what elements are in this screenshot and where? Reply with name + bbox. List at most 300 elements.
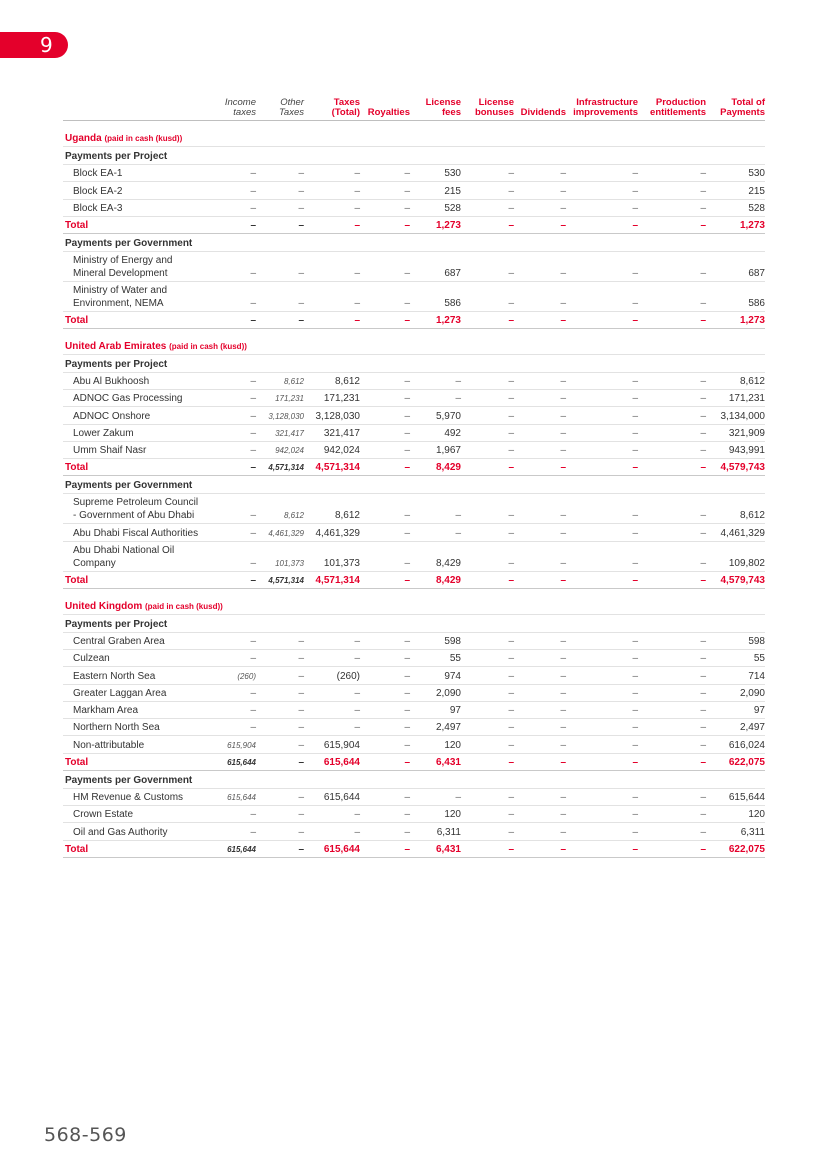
table-row [63,494,765,524]
value-cell: – [461,736,514,753]
value-cell: – [304,701,360,718]
value-cell: – [514,840,566,857]
value-cell: – [360,736,410,753]
value-cell: – [638,632,706,649]
column-header-line2: bonuses [474,107,514,118]
value-cell: 4,571,314 [304,571,360,588]
value-cell: – [514,390,566,407]
value-cell: – [360,407,410,424]
value-cell: – [360,442,410,459]
value-cell: – [360,165,410,182]
value-cell: 4,579,743 [706,459,765,476]
value-cell: – [566,701,638,718]
value-cell: – [256,632,304,649]
value-cell: – [304,281,360,311]
value-cell: – [304,216,360,233]
value-cell: 8,612 [304,494,360,524]
value-cell: – [514,571,566,588]
total-label: Total [63,216,210,233]
value-cell: 1,273 [410,216,461,233]
row-label-line: Northern North Sea [73,722,160,734]
column-header [706,97,765,121]
value-cell: – [566,199,638,216]
value-cell: – [638,390,706,407]
country-name: United Arab Emirates [65,340,167,352]
value-cell: – [360,788,410,805]
column-header-line2: Dividends [520,107,566,118]
value-cell: – [514,407,566,424]
row-label-line: HM Revenue & Customs [73,792,184,804]
row-label-line: Supreme Petroleum Council [73,497,199,509]
value-cell: – [461,823,514,840]
value-cell: – [638,719,706,736]
value-cell: – [360,632,410,649]
value-cell: – [566,182,638,199]
value-cell: – [461,165,514,182]
row-label [63,632,210,649]
value-cell: – [566,840,638,857]
group-heading-row [63,147,765,165]
value-cell: – [514,701,566,718]
value-cell: – [514,684,566,701]
value-cell: – [566,442,638,459]
row-label [63,524,210,541]
value-cell: – [210,719,256,736]
value-cell: – [514,251,566,281]
value-cell: – [256,840,304,857]
value-cell: – [638,823,706,840]
group-heading: Payments per Government [63,770,765,788]
value-cell: 101,373 [256,541,304,571]
value-cell: 109,802 [706,541,765,571]
row-label-line: Culzean [73,653,110,665]
value-cell: 615,644 [304,788,360,805]
value-cell: – [461,407,514,424]
row-label-line: Ministry of Water and [73,284,168,296]
group-heading: Payments per Project [63,147,765,165]
value-cell: – [304,823,360,840]
value-cell: 8,612 [256,372,304,389]
value-cell: – [514,541,566,571]
value-cell: 1,273 [410,311,461,328]
value-cell: 6,431 [410,840,461,857]
column-header [256,97,304,121]
value-cell: – [514,649,566,666]
row-label [63,199,210,216]
table-row [63,281,765,311]
value-cell: 714 [706,667,765,684]
row-label-line: - Government of Abu Dhabi [73,510,195,522]
row-label-line: Crown Estate [73,809,134,821]
column-header [360,97,410,121]
value-cell: – [514,281,566,311]
group-heading-row [63,770,765,788]
table-row [63,251,765,281]
value-cell: 615,644 [210,788,256,805]
value-cell: 8,429 [410,459,461,476]
value-cell: – [304,649,360,666]
table-body [63,121,765,858]
value-cell: – [360,823,410,840]
total-row [63,311,765,328]
value-cell: (260) [210,667,256,684]
value-cell: – [210,182,256,199]
value-cell: – [461,199,514,216]
row-label-line: Lower Zakum [73,428,134,440]
value-cell: 615,904 [304,736,360,753]
value-cell: 55 [706,649,765,666]
value-cell: 8,429 [410,571,461,588]
value-cell: – [360,719,410,736]
value-cell: – [410,372,461,389]
value-cell: – [360,199,410,216]
value-cell: – [566,311,638,328]
value-cell: – [210,281,256,311]
table-row [63,719,765,736]
value-cell: – [210,459,256,476]
value-cell: 6,311 [706,823,765,840]
value-cell: – [566,632,638,649]
value-cell: – [410,524,461,541]
row-label [63,684,210,701]
value-cell: 622,075 [706,840,765,857]
value-cell: – [566,372,638,389]
row-label [63,494,210,524]
value-cell: – [256,736,304,753]
value-cell: 4,571,314 [256,571,304,588]
value-cell: – [304,684,360,701]
value-cell: – [638,649,706,666]
value-cell: – [514,424,566,441]
column-header-line2: entitlements [650,107,706,118]
value-cell: – [566,541,638,571]
value-cell: – [256,216,304,233]
column-header-line1: Production [655,97,706,108]
value-cell: – [566,459,638,476]
value-cell: – [638,667,706,684]
row-label [63,541,210,571]
value-cell: – [638,736,706,753]
value-cell: – [514,823,566,840]
value-cell: – [360,494,410,524]
row-label-line: Environment, NEMA [73,297,164,309]
column-header-line1: Other [280,97,304,108]
value-cell: – [210,571,256,588]
value-cell: – [210,524,256,541]
value-cell: – [566,424,638,441]
country-heading [63,588,765,614]
value-cell: – [256,199,304,216]
value-cell: 2,497 [706,719,765,736]
value-cell: – [304,311,360,328]
value-cell: – [638,182,706,199]
value-cell: 171,231 [706,390,765,407]
value-cell: – [566,719,638,736]
value-cell: – [514,165,566,182]
value-cell: – [210,372,256,389]
value-cell: – [638,424,706,441]
value-cell: 615,644 [706,788,765,805]
value-cell: 622,075 [706,753,765,770]
row-label-line: Non-attributable [73,739,145,751]
value-cell: – [461,840,514,857]
value-cell: – [638,459,706,476]
row-label [63,701,210,718]
value-cell: – [256,667,304,684]
group-heading: Payments per Project [63,354,765,372]
country-name: United Kingdom [65,600,143,612]
value-cell: 171,231 [256,390,304,407]
value-cell: – [514,199,566,216]
table-row [63,407,765,424]
row-label [63,442,210,459]
value-cell: 942,024 [256,442,304,459]
value-cell: – [638,199,706,216]
value-cell: 615,644 [210,840,256,857]
value-cell: 8,612 [256,494,304,524]
column-header-line2: fees [441,107,461,118]
value-cell: – [210,701,256,718]
value-cell: – [514,632,566,649]
column-header [514,97,566,121]
value-cell: – [360,649,410,666]
value-cell: – [360,251,410,281]
value-cell: – [461,459,514,476]
row-label-line: Markham Area [73,705,139,717]
value-cell: – [514,736,566,753]
value-cell: – [360,459,410,476]
table-row [63,701,765,718]
value-cell: – [566,165,638,182]
value-cell: 942,024 [304,442,360,459]
total-label: Total [63,753,210,770]
value-cell: – [304,806,360,823]
row-label [63,424,210,441]
value-cell: – [566,571,638,588]
table-row [63,442,765,459]
value-cell: 8,429 [410,541,461,571]
value-cell: – [304,199,360,216]
total-row [63,459,765,476]
value-cell: – [360,753,410,770]
value-cell: – [360,571,410,588]
table-header [63,97,765,121]
value-cell: – [566,494,638,524]
value-cell: – [566,251,638,281]
column-header-line2: (Total) [331,107,360,118]
value-cell: – [566,524,638,541]
row-label-line: ADNOC Gas Processing [73,393,183,405]
value-cell: – [360,216,410,233]
row-label [63,649,210,666]
chapter-number: 9 [40,33,53,57]
value-cell: – [210,649,256,666]
row-label [63,823,210,840]
table-row [63,165,765,182]
value-cell: – [360,684,410,701]
value-cell: 530 [706,165,765,182]
table-row [63,424,765,441]
value-cell: 598 [410,632,461,649]
value-cell: 97 [410,701,461,718]
value-cell: – [256,182,304,199]
table-row [63,823,765,840]
column-header-line1: License [425,97,461,108]
value-cell: – [461,753,514,770]
row-label [63,719,210,736]
total-label: Total [63,571,210,588]
value-cell: – [360,390,410,407]
value-cell: – [638,524,706,541]
total-row [63,571,765,588]
value-cell: 8,612 [706,372,765,389]
value-cell: – [461,311,514,328]
value-cell: – [638,281,706,311]
value-cell: 4,571,314 [256,459,304,476]
row-label-line: Abu Al Bukhoosh [73,376,150,388]
table-row [63,199,765,216]
value-cell: 687 [706,251,765,281]
value-cell: – [461,649,514,666]
value-cell: – [461,701,514,718]
row-label-line: Mineral Development [73,267,168,279]
value-cell: 120 [706,806,765,823]
value-cell: – [256,753,304,770]
value-cell: – [638,494,706,524]
value-cell: – [461,524,514,541]
value-cell: – [514,667,566,684]
value-cell: – [210,442,256,459]
value-cell: 321,417 [304,424,360,441]
value-cell: – [256,649,304,666]
table-row [63,372,765,389]
country-note: (paid in cash (kusd)) [104,134,183,143]
row-label-line: Abu Dhabi National Oil [73,544,175,556]
value-cell: 215 [410,182,461,199]
value-cell: – [304,719,360,736]
table-row [63,541,765,571]
value-cell: – [304,182,360,199]
column-header-line2: Payments [720,107,765,118]
value-cell: – [461,541,514,571]
country-heading [63,328,765,354]
value-cell: 2,497 [410,719,461,736]
total-label: Total [63,459,210,476]
value-cell: – [210,165,256,182]
value-cell: – [461,684,514,701]
column-header-line1: Taxes [333,97,360,108]
column-header [410,97,461,121]
value-cell: 1,273 [706,311,765,328]
value-cell: – [566,736,638,753]
value-cell: 101,373 [304,541,360,571]
value-cell: – [360,840,410,857]
row-label-line: Ministry of Energy and [73,254,173,266]
value-cell: – [360,806,410,823]
value-cell: – [461,251,514,281]
table-row [63,649,765,666]
value-cell: 943,991 [706,442,765,459]
value-cell: – [514,216,566,233]
row-label-line: Eastern North Sea [73,670,156,682]
value-cell: – [256,684,304,701]
value-cell: 598 [706,632,765,649]
row-label [63,182,210,199]
table-row [63,736,765,753]
value-cell: – [304,251,360,281]
value-cell: – [210,407,256,424]
row-label [63,788,210,805]
row-label [63,281,210,311]
value-cell: – [638,165,706,182]
value-cell: – [638,684,706,701]
value-cell: – [638,541,706,571]
value-cell: – [360,701,410,718]
table-row [63,684,765,701]
value-cell: – [461,494,514,524]
value-cell: – [514,372,566,389]
value-cell: – [638,442,706,459]
value-cell: – [461,281,514,311]
value-cell: – [360,311,410,328]
value-cell: (260) [304,667,360,684]
value-cell: 2,090 [706,684,765,701]
row-label-line: Block EA-3 [73,202,123,214]
country-note: (paid in cash (kusd)) [169,341,247,351]
value-cell: 3,134,000 [706,407,765,424]
value-cell: – [210,199,256,216]
value-cell: 528 [706,199,765,216]
column-header-line2: taxes [233,107,256,118]
value-cell: – [514,719,566,736]
value-cell: – [256,701,304,718]
table-row [63,632,765,649]
value-cell: – [210,216,256,233]
value-cell: – [256,251,304,281]
column-header [638,97,706,121]
value-cell: – [638,753,706,770]
country-note: (paid in cash (kusd)) [145,601,223,611]
value-cell: 6,311 [410,823,461,840]
value-cell: – [256,719,304,736]
group-heading: Payments per Government [63,233,765,251]
group-heading-row [63,614,765,632]
value-cell: – [210,823,256,840]
value-cell: – [210,684,256,701]
row-label [63,806,210,823]
column-header-line2: improvements [573,107,638,118]
value-cell: 615,644 [210,753,256,770]
value-cell: – [566,823,638,840]
value-cell: – [638,216,706,233]
row-label-line: Block EA-1 [73,168,123,180]
value-cell: – [360,424,410,441]
country-heading-row [63,121,765,147]
value-cell: – [360,541,410,571]
total-label: Total [63,311,210,328]
column-header [304,97,360,121]
value-cell: – [566,806,638,823]
value-cell: – [410,390,461,407]
value-cell: – [256,806,304,823]
value-cell: 2,090 [410,684,461,701]
value-cell: 492 [410,424,461,441]
country-heading [63,121,765,147]
value-cell: – [256,788,304,805]
value-cell: – [638,571,706,588]
total-row [63,216,765,233]
row-label [63,390,210,407]
